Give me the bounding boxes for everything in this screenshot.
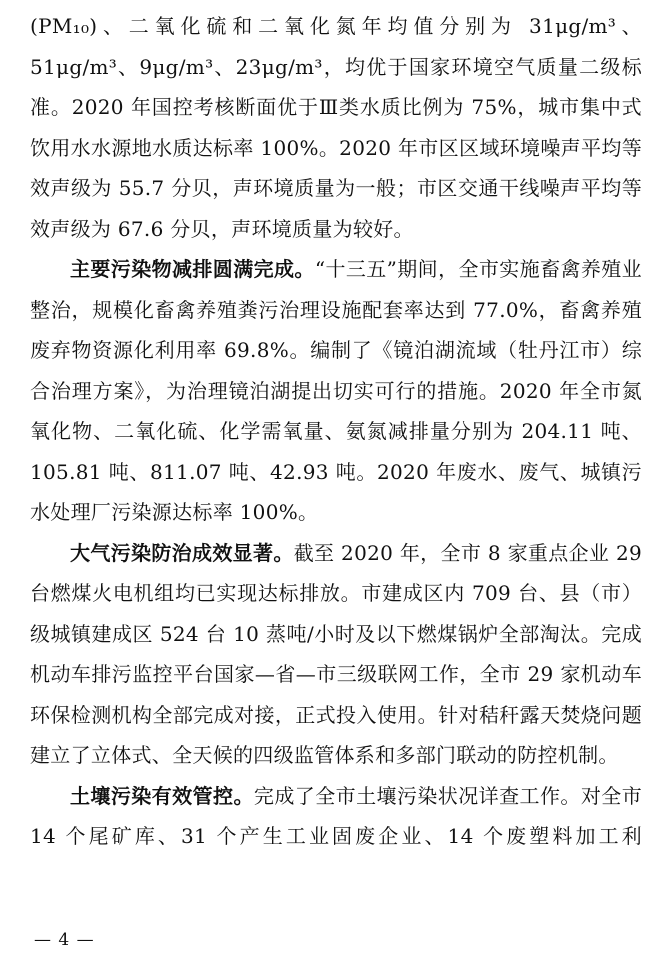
paragraph-air-pollution-control — [30, 533, 642, 776]
document-body — [30, 6, 642, 857]
page-number: — 4 — — [34, 930, 95, 950]
paragraph-soil-pollution-control — [30, 776, 642, 857]
paragraph-text: “十三五”期间，全市实施畜禽养殖业整治，规模化畜禽养殖粪污治理设施配套率达到 77.0%，畜禽养殖废弃物资源化利用率 69.8%。编制了《镜泊湖流域（牡丹江市）综合治理方案》，为治理镜泊湖提出切实可行的措施。2020 年全市氮氧化物、二氧化硫、化学需氧量、氨氮减排量分别为 204.11 吨、105.81 吨、811.07 吨、42.93 吨。2020 年废水、废气、城镇污水处理厂污染源达标率 100%。 — [30, 257, 642, 524]
paragraph-emission-reduction — [30, 249, 642, 533]
paragraph-text: (PM₁₀)、二氧化硫和二氧化氮年均值分别为 31μg/m³、51μg/m³、9μg/m³、23μg/m³，均优于国家环境空气质量二级标准。2020 年国控考核断面优于Ⅲ类水质比例为 75%，城市集中式饮用水水源地水质达标率 100%。2020 年市区区域环境噪声平均等效声级为 55.7 分贝，声环境质量为一般；市区交通干线噪声平均等效声级为 67.6 分贝，声环境质量为较好。 — [30, 14, 642, 241]
paragraph-heading: 大气污染防治成效显著。 — [70, 540, 294, 565]
paragraph-heading: 主要污染物减排圆满完成。 — [70, 257, 315, 281]
paragraph-text: 完成了全市土壤污染状况详查工作。对全市 14 个尾矿库、31 个产生工业固废企业、14 个废塑料加工利 — [30, 783, 643, 848]
paragraph-heading: 土壤污染有效管控。 — [70, 783, 254, 808]
paragraph-text: 截至 2020 年，全市 8 家重点企业 29 台燃煤火电机组均已实现达标排放。市建成区内 709 台、县（市）级城镇建成区 524 台 10 蒸吨/小时及以下燃煤锅炉全部淘汰。完成机动车排污监控平台国家—省—市三级联网工作，全市 29 家机动车环保检测机构全部完成对接，正式投入使用。针对秸秆露天焚烧问题建立了立体式、全天候的四级监管体系和多部门联动的防控机制。 — [30, 540, 642, 767]
paragraph-air-water-noise — [30, 6, 642, 249]
